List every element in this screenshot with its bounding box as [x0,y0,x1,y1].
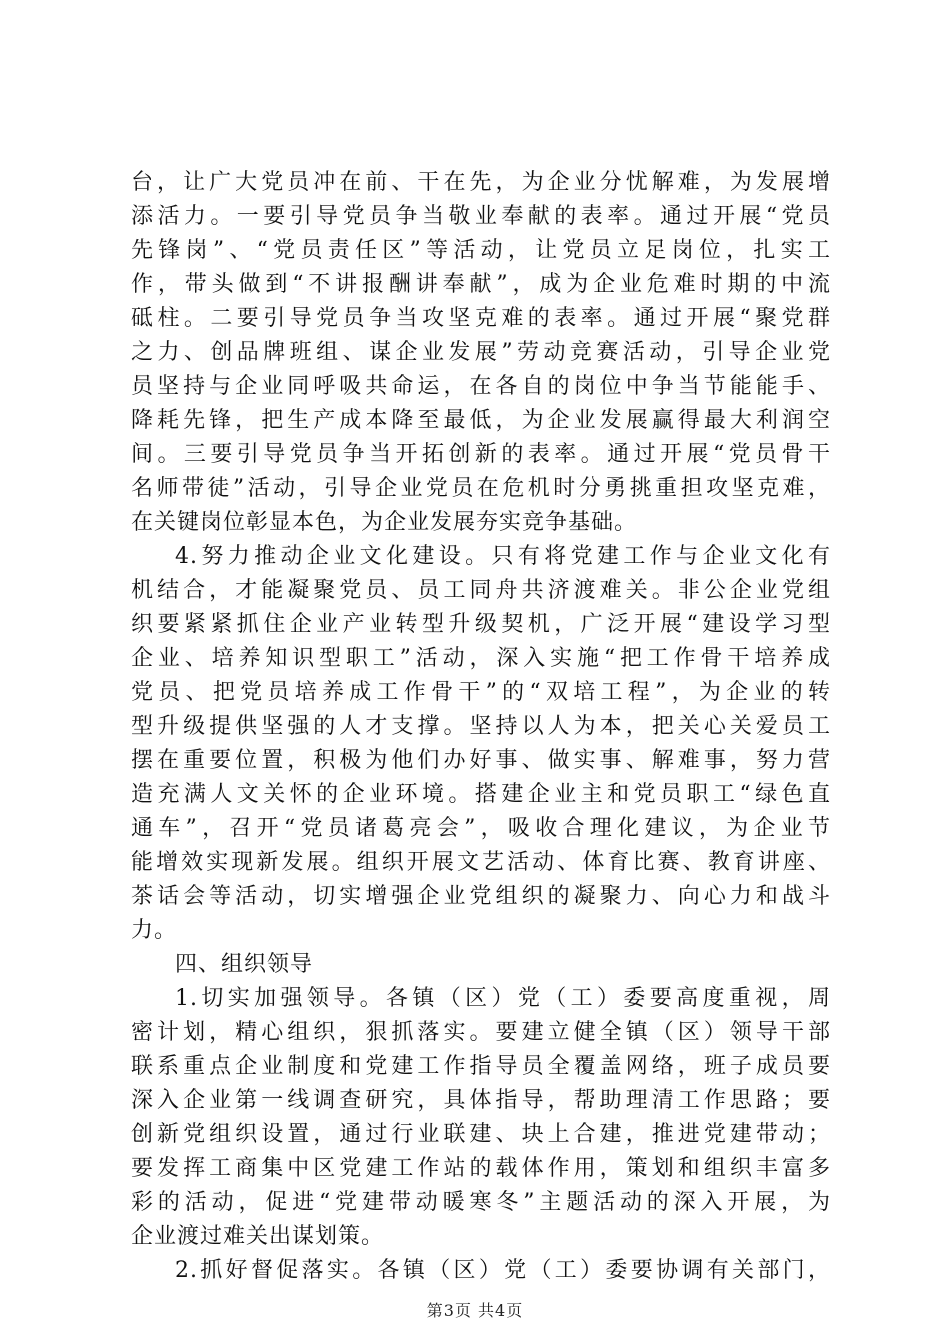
text-line: 摆在重要位置，积极为他们办好事、做实事、解难事，努力营 [131,748,831,773]
text-line: 密计划，精心组织，狠抓落实。要建立健全镇（区）领导干部 [131,1020,831,1045]
text-line: 能增效实现新发展。组织开展文艺活动、体育比赛、教育讲座、 [131,850,831,875]
text-line: 力。 [131,918,178,943]
text-line: 4.努力推动企业文化建设。只有将党建工作与企业文化有 [175,544,831,569]
text-line: 要发挥工商集中区党建工作站的载体作用，策划和组织丰富多 [131,1156,831,1181]
text-line: 党员、把党员培养成工作骨干”的“双培工程”，为企业的转 [131,680,831,705]
text-line: 在关键岗位彰显本色，为企业发展夯实竞争基础。 [131,510,638,535]
text-line: 彩的活动，促进“党建带动暖寒冬”主题活动的深入开展，为 [131,1190,831,1215]
text-line: 企业、培养知识型职工”活动，深入实施“把工作骨干培养成 [131,646,831,671]
text-line: 台，让广大党员冲在前、干在先，为企业分忧解难，为发展增 [131,170,831,195]
text-line: 型升级提供坚强的人才支撑。坚持以人为本，把关心关爱员工 [131,714,831,739]
text-line: 企业渡过难关出谋划策。 [131,1224,385,1249]
text-line: 员坚持与企业同呼吸共命运，在各自的岗位中争当节能能手、 [131,374,831,399]
text-line: 作，带头做到“不讲报酬讲奉献”，成为企业危难时期的中流 [131,272,831,297]
text-line: 创新党组织设置，通过行业联建、块上合建，推进党建带动； [131,1122,831,1147]
text-line: 深入企业第一线调查研究，具体指导，帮助理清工作思路；要 [131,1088,831,1113]
text-line: 2.抓好督促落实。各镇（区）党（工）委要协调有关部门， [175,1258,831,1283]
text-line: 织要紧紧抓住企业产业转型升级契机，广泛开展“建设学习型 [131,612,831,637]
text-line: 1.切实加强领导。各镇（区）党（工）委要高度重视，周 [175,986,831,1011]
text-line: 添活力。一要引导党员争当敬业奉献的表率。通过开展“党员 [131,204,831,229]
text-line: 联系重点企业制度和党建工作指导员全覆盖网络，班子成员要 [131,1054,831,1079]
text-line: 降耗先锋，把生产成本降至最低，为企业发展赢得最大利润空 [131,408,831,433]
text-line: 之力、创品牌班组、谋企业发展”劳动竞赛活动，引导企业党 [131,340,831,365]
text-line: 机结合，才能凝聚党员、员工同舟共济渡难关。非公企业党组 [131,578,831,603]
text-line: 先锋岗”、“党员责任区”等活动，让党员立足岗位，扎实工 [131,238,831,263]
document-body [131,166,831,1288]
text-line: 名师带徒”活动，引导企业党员在危机时分勇挑重担攻坚克难， [131,476,831,501]
text-line: 通车”，召开“党员诸葛亮会”，吸收合理化建议，为企业节 [131,816,831,841]
text-line: 造充满人文关怀的企业环境。搭建企业主和党员职工“绿色直 [131,782,831,807]
page-footer: 第3页 共4页 [426,1301,524,1320]
text-line: 四、组织领导 [175,952,314,977]
text-line: 砥柱。二要引导党员争当攻坚克难的表率。通过开展“聚党群 [131,306,831,331]
text-line: 间。三要引导党员争当开拓创新的表率。通过开展“党员骨干 [131,442,831,467]
text-line: 茶话会等活动，切实增强企业党组织的凝聚力、向心力和战斗 [131,884,831,909]
